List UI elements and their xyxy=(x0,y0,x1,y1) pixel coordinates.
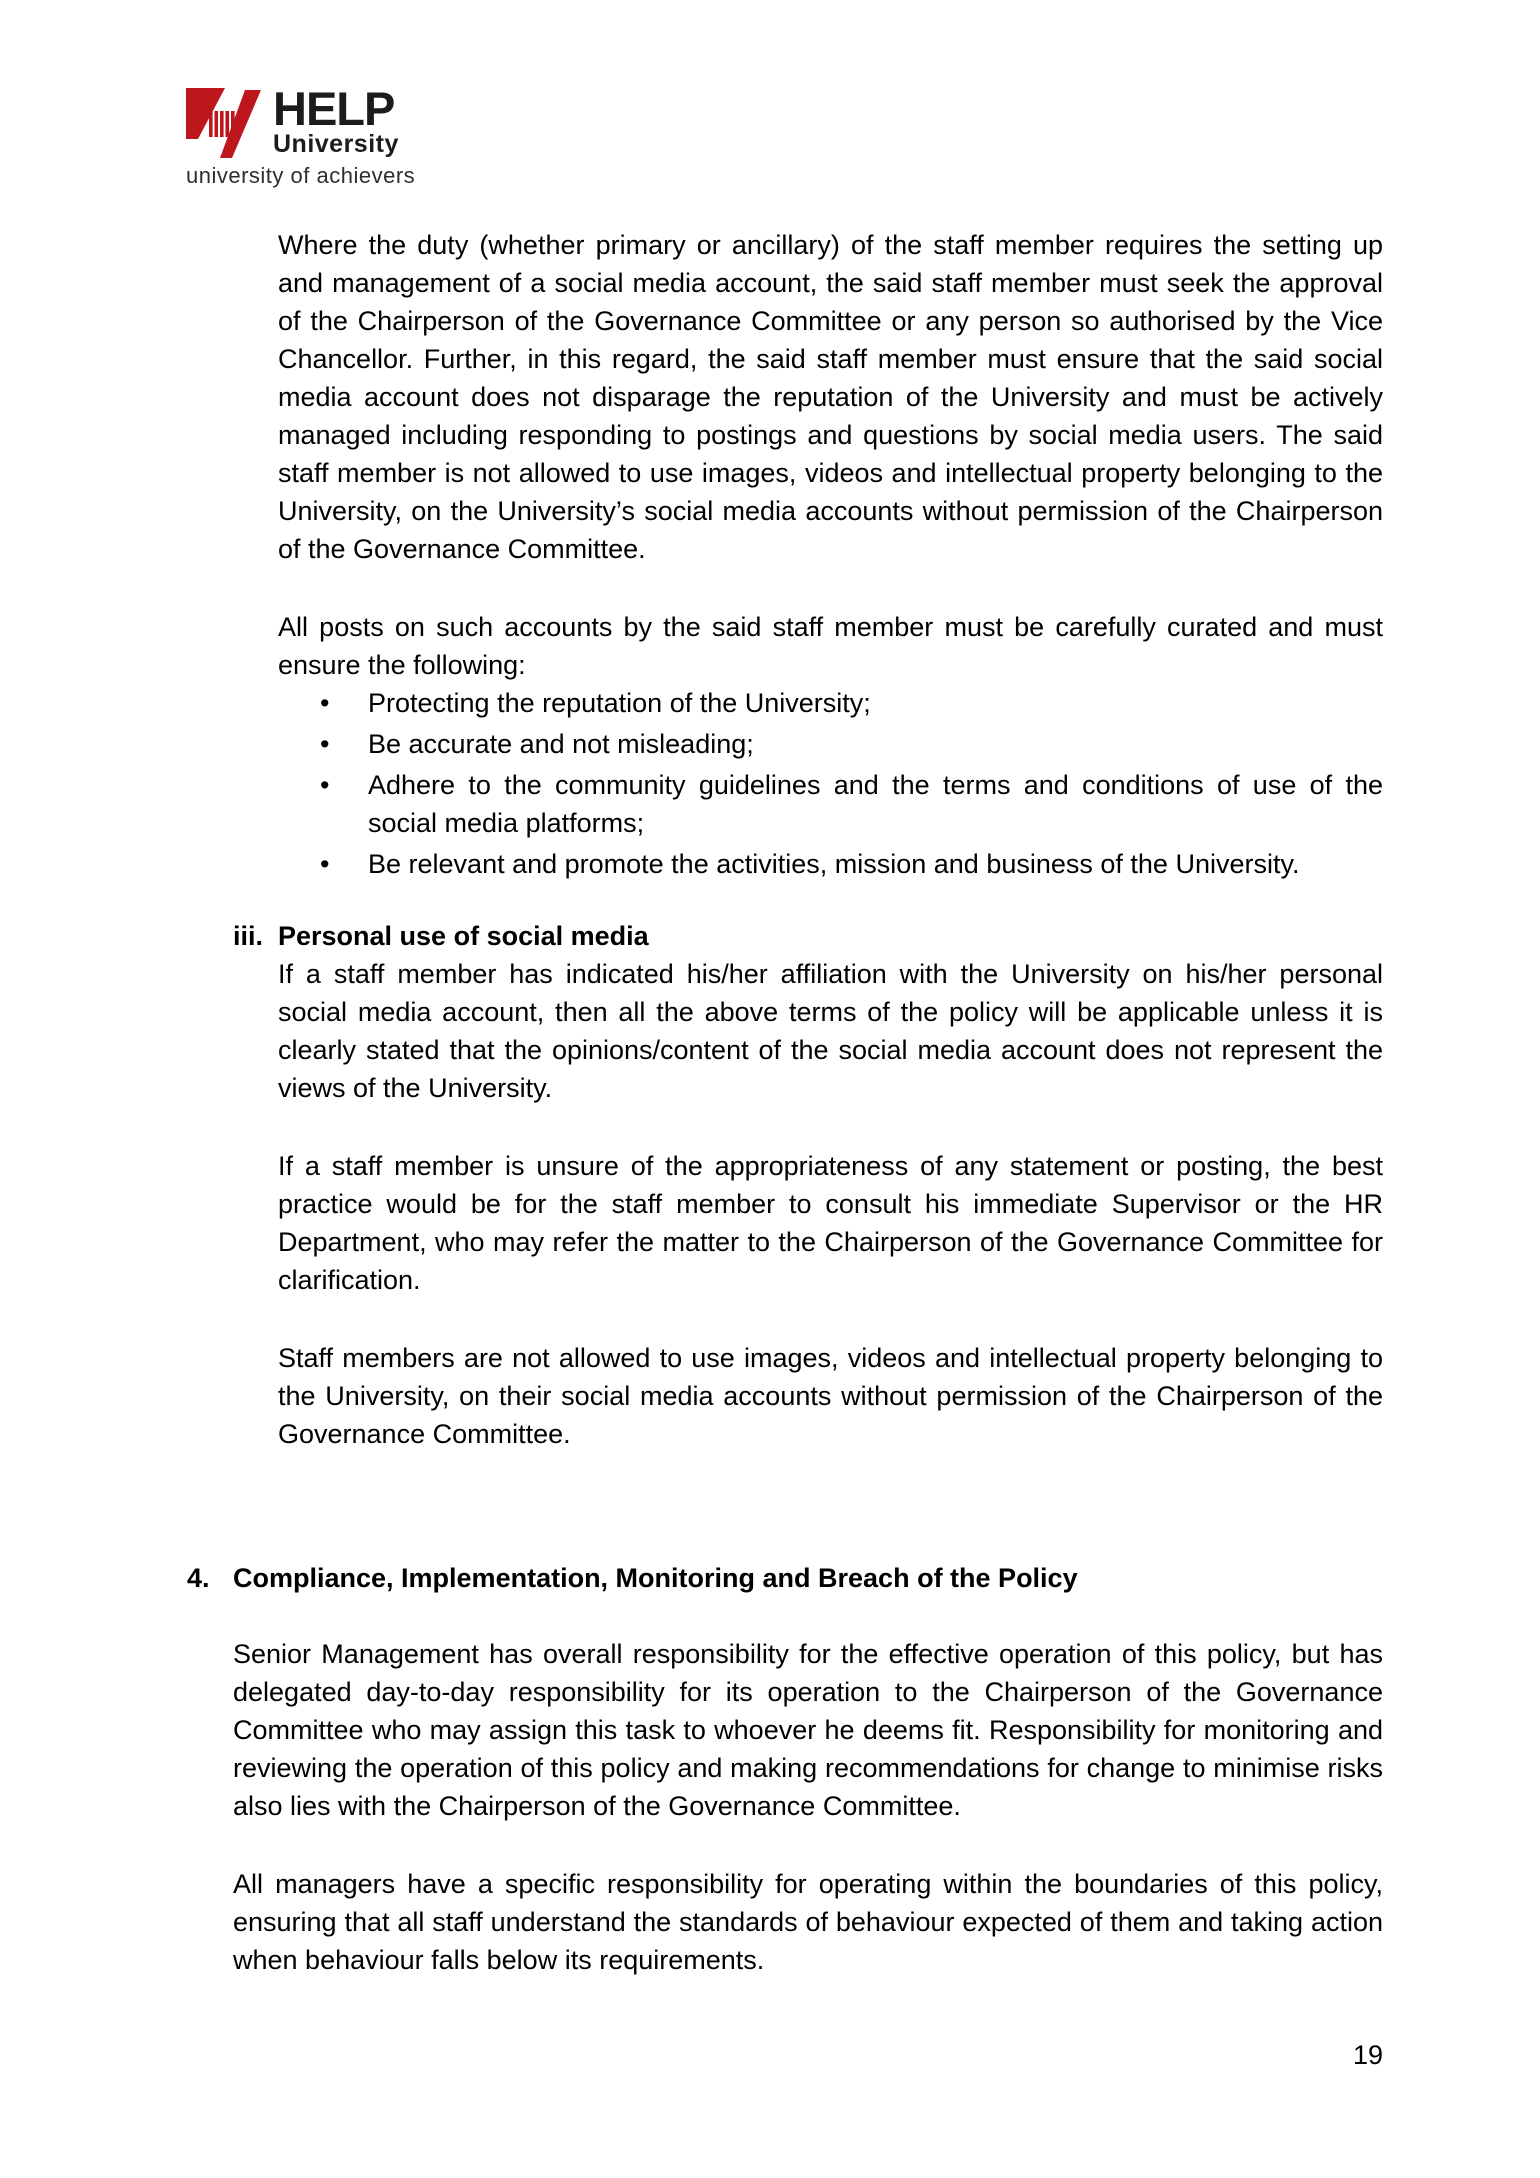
bullet-icon: • xyxy=(320,688,330,718)
bullet-text: Protecting the reputation of the University; xyxy=(368,688,871,718)
heading-personal-use xyxy=(233,917,1383,955)
page-number: 19 xyxy=(1352,2040,1383,2070)
help-logo-mark-icon xyxy=(186,88,264,158)
list-item xyxy=(320,725,1383,763)
document-body xyxy=(187,226,1383,1979)
paragraph-staff-not-allowed: Staff members are not allowed to use images, videos and intellectual property belonging to the University, on their social media accounts without permission of the Chairperson of the Governance Committee. xyxy=(278,1343,1383,1449)
logo-text xyxy=(273,82,399,158)
logo-subtitle: University xyxy=(273,130,399,158)
bullet-icon: • xyxy=(320,770,330,800)
paragraph-all-managers: All managers have a specific responsibility for operating within the boundaries of this policy, ensuring that all staff understand the standards of behaviour expected of them and taking action when behaviour falls below its requirements. xyxy=(233,1869,1383,1975)
logo-row xyxy=(186,82,415,158)
paragraph-consult-supervisor: If a staff member is unsure of the appropriateness of any statement or posting, the best practice would be for the staff member to consult his immediate Supervisor or the HR Department, who may refer the matter to the Chairperson of the Governance Committee for clarification. xyxy=(278,1151,1383,1295)
heading-compliance xyxy=(187,1559,1383,1597)
bullet-icon: • xyxy=(320,729,330,759)
paragraph-personal-affiliation: If a staff member has indicated his/her affiliation with the University on his/her personal social media account, then all the above terms of the policy will be applicable unless it is clearly stated that the opinions/content of the social media account does not represent the views of the University. xyxy=(278,959,1383,1103)
bullet-icon: • xyxy=(320,849,330,879)
bullet-text: Adhere to the community guidelines and the terms and conditions of use of the social media platforms; xyxy=(368,770,1383,838)
heading-marker: iii. xyxy=(233,921,264,951)
university-logo xyxy=(186,82,416,188)
bullet-text: Be accurate and not misleading; xyxy=(368,729,754,759)
logo-title: HELP xyxy=(273,82,395,135)
heading-text: Compliance, Implementation, Monitoring and Breach of the Policy xyxy=(233,1563,1078,1593)
heading-marker: 4. xyxy=(187,1563,210,1593)
logo-tagline: university of achievers xyxy=(186,163,416,188)
list-item xyxy=(320,845,1383,883)
paragraph-social-media-duty: Where the duty (whether primary or ancillary) of the staff member requires the setting up and management of a social media account, the said staff member must seek the approval of the Chairperson of the Governance Committee or any person so authorised by the Vice Chancellor. Further, in this regard, the said staff member must ensure that the said social media account does not disparage the reputation of the University and must be actively managed including responding to postings and questions by social media users. The said staff member is not allowed to use images, videos and intellectual property belonging to the University, on the University’s social media accounts without permission of the Chairperson of the Governance Committee. xyxy=(278,230,1383,564)
paragraph-posts-curated: All posts on such accounts by the said staff member must be carefully curated and must ensure the following: xyxy=(278,612,1383,680)
list-item xyxy=(320,684,1383,722)
paragraph-senior-management: Senior Management has overall responsibility for the effective operation of this policy, but has delegated day-to-day responsibility for its operation to the Chairperson of the Governance Committee who may assign this task to whoever he deems fit. Responsibility for monitoring and reviewing the operation of this policy and making recommendations for change to minimise risks also lies with the Chairperson of the Governance Committee. xyxy=(233,1639,1383,1821)
curated-posts-bullet-list xyxy=(187,684,1383,883)
heading-text: Personal use of social media xyxy=(278,921,649,951)
bullet-text: Be relevant and promote the activities, mission and business of the University. xyxy=(368,849,1300,879)
list-item xyxy=(320,766,1383,842)
